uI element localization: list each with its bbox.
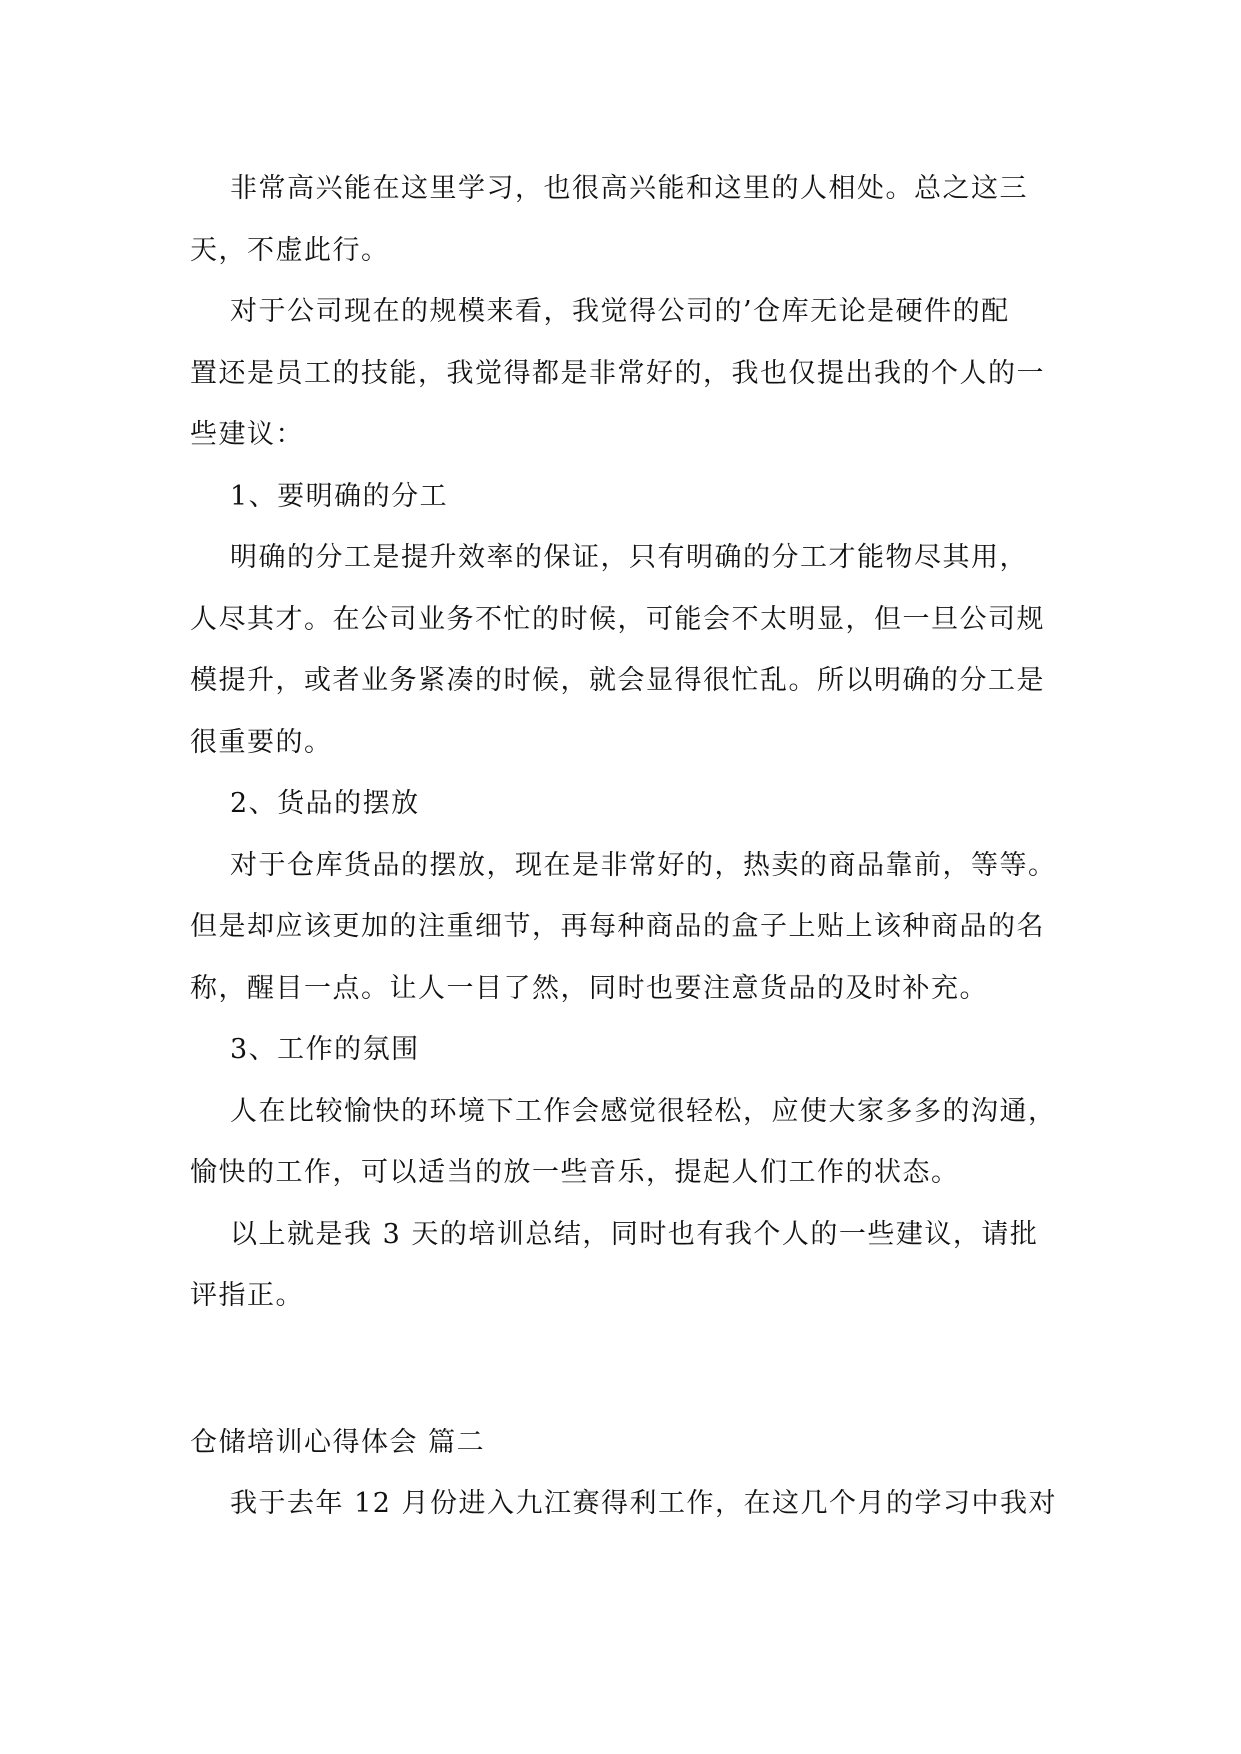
paragraph-line: 对于仓库货品的摆放，现在是非常好的，热卖的商品靠前，等等。: [230, 849, 1057, 881]
list-heading: 2、货品的摆放: [230, 788, 420, 819]
paragraph-line: 非常高兴能在这里学习，也很高兴能和这里的人相处。总之这三: [230, 173, 1028, 204]
paragraph-line: 人在比较愉快的环境下工作会感觉很轻松，应使大家多多的沟通，: [230, 1095, 1057, 1127]
section-title: 仓储培训心得体会 篇二: [190, 1426, 486, 1458]
paragraph-line: 称，醒目一点。让人一目了然，同时也要注意货品的及时补充。: [190, 972, 988, 1004]
section-spacer: [190, 1327, 1060, 1412]
list-heading: 1、要明确的分工: [230, 480, 449, 512]
list-heading: 3、工作的氛围: [230, 1034, 420, 1065]
paragraph-line: 以上就是我 3 天的培训总结，同时也有我个人的一些建议，请批: [230, 1218, 1039, 1250]
paragraph-line: 评指正。: [190, 1280, 304, 1311]
document-body: [190, 158, 1060, 1535]
paragraph-line: 对于公司现在的规模来看，我觉得公司的’仓库无论是硬件的配: [230, 296, 1010, 327]
paragraph-line: 人尽其才。在公司业务不忙的时候，可能会不太明显，但一旦公司规: [190, 603, 1045, 635]
paragraph-line: 但是却应该更加的注重细节，再每种商品的盒子上贴上该种商品的名: [190, 911, 1045, 942]
paragraph-line: 置还是员工的技能，我觉得都是非常好的，我也仅提出我的个人的一: [190, 357, 1045, 389]
paragraph-line: 天，不虚此行。: [190, 234, 390, 266]
paragraph-line: 我于去年 12 月份进入九江赛得利工作，在这几个月的学习中我对: [230, 1488, 1058, 1519]
paragraph-line: 愉快的工作，可以适当的放一些音乐，提起人们工作的状态。: [190, 1157, 960, 1188]
paragraph-line: 明确的分工是提升效率的保证，只有明确的分工才能物尽其用，: [230, 542, 1028, 573]
paragraph-line: 模提升，或者业务紧凑的时候，就会显得很忙乱。所以明确的分工是: [190, 665, 1045, 696]
paragraph-line: 很重要的。: [190, 726, 333, 758]
paragraph-line: 些建议：: [190, 419, 304, 450]
